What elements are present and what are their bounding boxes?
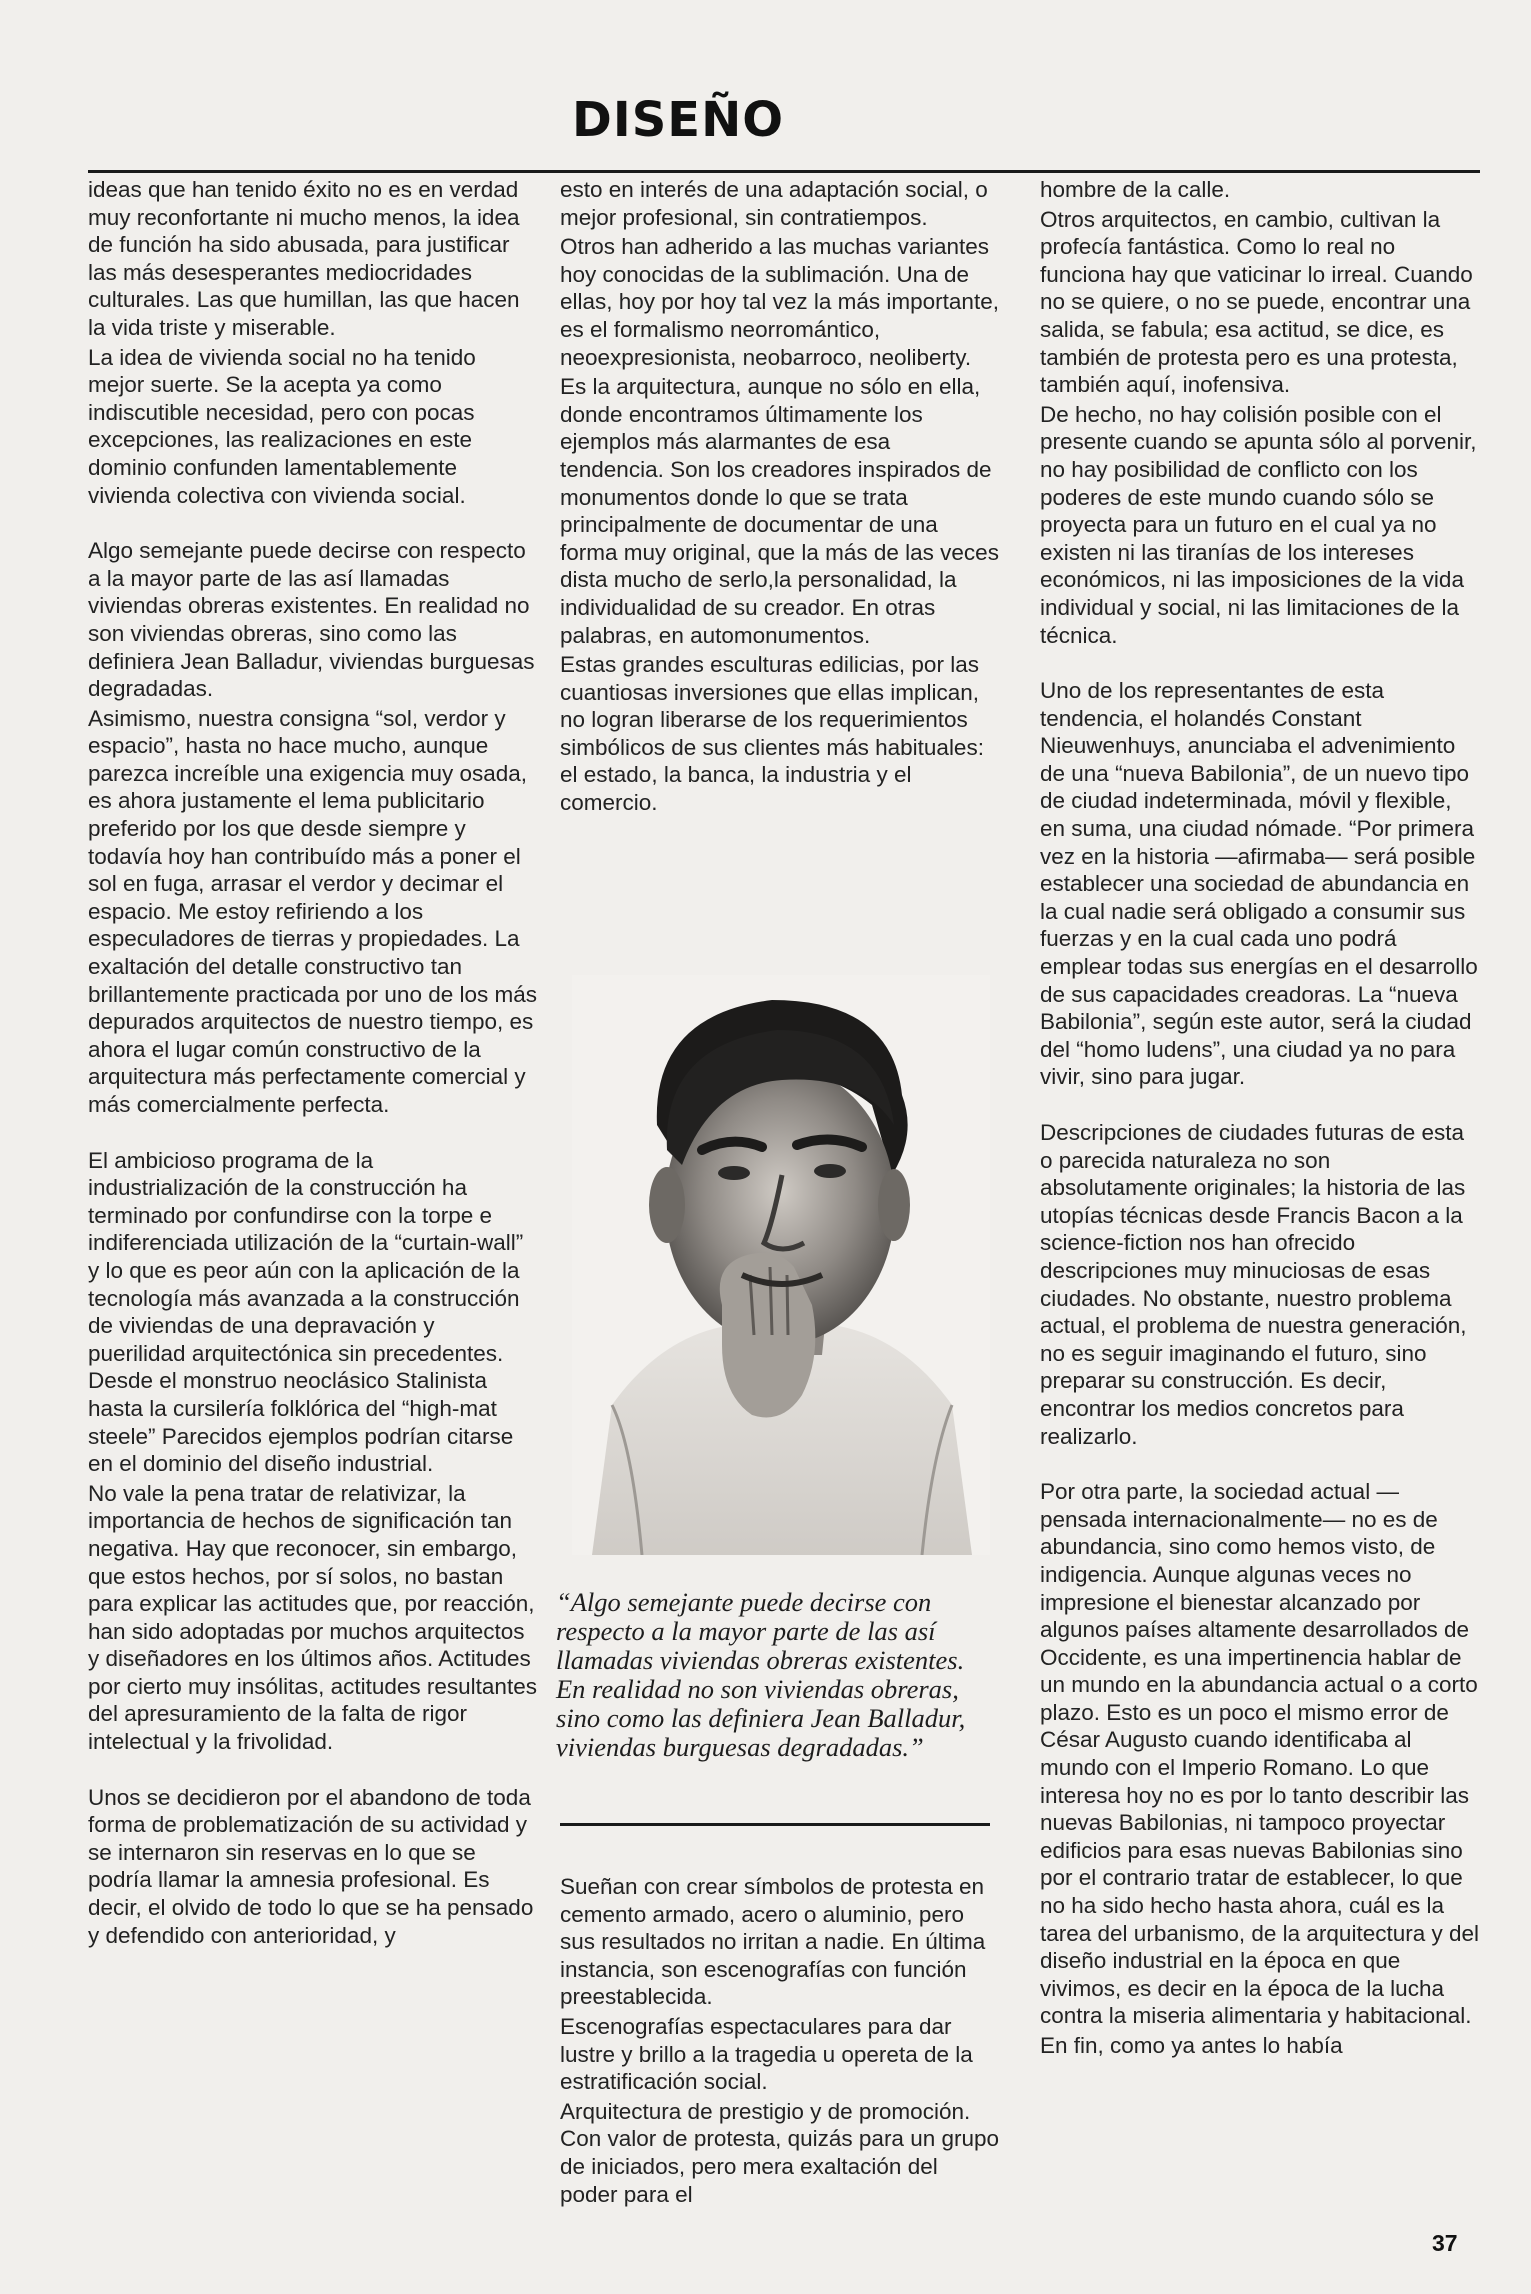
- paragraph: No vale la pena tratar de relativizar, la importancia de hechos de significación tan negativa. Hay que reconocer, sin embargo, que estos hechos, por sí solos, no bastan para explicar las actitudes que, por reacción, han sido adoptadas por muchos arquitectos y diseñadores en los últimos años. Actitudes por cierto muy insólitas, actitudes resultantes del apresuramiento de la falta de rigor intelectual y la frivolidad.: [88, 1480, 537, 1755]
- paragraph: Otros han adherido a las muchas variantes hoy conocidas de la sublimación. Una de ellas, hoy por hoy tal vez la más importante, es el formalismo neorromántico, neoexpresionista, neobarroco, neoliberty.: [560, 234, 999, 370]
- paragraph: Uno de los representantes de esta tendencia, el holandés Constant Nieuwenhuys, anunciaba el advenimiento de una “nueva Babilonia”, de un nuevo tipo de ciudad indeterminada, móvil y flexible, en suma, una ciudad nómade. “Por primera vez en la historia —afirmaba— será posible establecer una sociedad de abundancia en la cual nadie será obligado a consumir sus fuerzas y en la cual cada uno podrá emplear todas sus energías en el desarrollo de sus capacidades creadoras. La “nueva Babilonia”, según este autor, será la ciudad del “homo ludens”, una ciudad ya no para vivir, sino para jugar.: [1040, 678, 1478, 1090]
- paragraph: Por otra parte, la sociedad actual —pensada internacionalmente— no es de abundancia, sino como hemos visto, de indigencia. Aunque algunas veces no impresione el bienestar alcanzado por algunos países altamente desarrollados de Occidente, es una impertinencia hablar de un mundo en la abundancia actual o a corto plazo. Esto es un poco el mismo error de César Augusto cuando identificaba al mundo con el Imperio Romano. Lo que interesa hoy no es por lo tanto describir las nuevas Babilonias, ni tampoco proyectar edificios para esas nuevas Babilonias sino por el contrario tratar de establecer, lo que no ha sido hecho hasta ahora, cuál es la tarea del urbanismo, de la arquitectura y del diseño industrial en la época en que vivimos, es decir en la época de la lucha contra la miseria alimentaria y habitacional.: [1040, 1479, 1480, 2029]
- paragraph: Estas grandes esculturas edilicias, por las cuantiosas inversiones que ellas implican, no logran liberarse de los requerimientos simbólicos de sus clientes más habituales: el estado, la banca, la industria y el comercio.: [560, 652, 984, 816]
- paragraph: Sueñan con crear símbolos de protesta en cemento armado, acero o aluminio, pero sus resultados no irritan a nadie. En última instancia, son escenografías con función preestablecida.: [560, 1874, 986, 2010]
- paragraph: ideas que han tenido éxito no es en verdad muy reconfortante ni mucho menos, la idea de función ha sido abusada, para justificar las más desesperantes mediocridades culturales. Las que humillan, las que hacen la vida triste y miserable.: [88, 177, 520, 340]
- paragraph: hombre de la calle.: [1040, 177, 1231, 202]
- paragraph: Es la arquitectura, aunque no sólo en ella, donde encontramos últimamente los ejemplos más alarmantes de esa tendencia. Son los creadores inspirados de monumentos donde lo que se trata principalmente de documentar de una forma muy original, que la más de las veces dista mucho de serlo,la personalidad, la individualidad de su creador. En otras palabras, en automonumentos.: [560, 374, 999, 648]
- paragraph: Escenografías espectaculares para dar lustre y brillo a la tragedia u opereta de la estratificación social.: [560, 2013, 973, 2095]
- paragraph: Algo semejante puede decirse con respecto a la mayor parte de las así llamadas viviendas obreras existentes. En realidad no son viviendas obreras, sino como las definiera Jean Balladur, viviendas burguesas degradadas.: [88, 538, 535, 702]
- paragraph: esto en interés de una adaptación social, o mejor profesional, sin contratiempos.: [560, 177, 988, 230]
- quote-rule: [560, 1823, 990, 1826]
- pull-quote: “Algo semejante puede decirse con respecto a la mayor parte de las así llamadas viviendas obreras existentes. En realidad no son viviendas obreras, sino como las definiera Jean Balladur, viviendas burguesas degradadas.”: [556, 1587, 966, 1762]
- page-number: 37: [1432, 2230, 1458, 2256]
- column-1: [88, 176, 538, 1951]
- paragraph: De hecho, no hay colisión posible con el presente cuando se apunta sólo al porvenir, no hay posibilidad de conflicto con los poderes de este mundo cuando sólo se proyecta para un futuro en el cual ya no existen ni las tiranías de los intereses económicos, ni las imposiciones de la vida individual y social, ni las limitaciones de la técnica.: [1040, 401, 1477, 648]
- paragraph: Arquitectura de prestigio y de promoción. Con valor de protesta, quizás para un grupo de iniciados, pero mera exaltación del poder para el: [560, 2098, 1000, 2207]
- paragraph: Descripciones de ciudades futuras de esta o parecida naturaleza no son absolutamente originales; la historia de las utopías técnicas desde Francis Bacon a la science-fiction nos han ofrecido descripciones muy minuciosas de esas ciudades. No obstante, nuestro problema actual, el problema de nuestra generación, no es seguir imaginando el futuro, sino preparar su construcción. Es decir, encontrar los medios concretos para realizarlo.: [1040, 1120, 1467, 1449]
- section-title: DISEÑO: [572, 92, 785, 148]
- column-2-bottom: [560, 1873, 1000, 2210]
- header-rule: [88, 170, 1480, 173]
- paragraph: Otros arquitectos, en cambio, cultivan la profecía fantástica. Como lo real no funciona hay que vaticinar lo irreal. Cuando no se quiere, o no se puede, encontrar una salida, se fabula; esa actitud, se dice, es también de protesta pero es una protesta, también aquí, inofensiva.: [1040, 206, 1473, 398]
- paragraph: Unos se decidieron por el abandono de toda forma de problematización de su actividad y se internaron sin reservas en lo que se podría llamar la amnesia profesional. Es decir, el olvido de todo lo que se ha pensado y defendido con anterioridad, y: [88, 1784, 534, 1948]
- paragraph: En fin, como ya antes lo había: [1040, 2033, 1343, 2058]
- paragraph: El ambicioso programa de la industrialización de la construcción ha terminado por confundirse con la torpe e indiferenciada utilización de la “curtain-wall” y lo que es peor aún con la aplicación de la tecnología más avanzada a la construcción de viviendas de una depravación y puerilidad arquitectónica sin precedentes. Desde el monstruo neoclásico Stalinista hasta la cursilería folklórica del “high-mat steele” Parecidos ejemplos podrían citarse en el dominio del diseño industrial.: [88, 1147, 524, 1477]
- paragraph: Asimismo, nuestra consigna “sol, verdor y espacio”, hasta no hace mucho, aunque parezca increíble una exigencia muy osada, es ahora justamente el lema publicitario preferido por los que desde siempre y todavía hoy han contribuído más a poner el sol en fuga, arrasar el verdor y decimar el espacio. Me estoy refiriendo a los especuladores de tierras y propiedades. La exaltación del detalle constructivo tan brillantemente practicada por uno de los más depurados arquitectos de nuestro tiempo, es ahora el lugar común constructivo de la arquitectura más perfectamente comercial y más comercialmente perfecta.: [88, 705, 538, 1117]
- column-2-top: [560, 176, 1000, 819]
- portrait-image: [572, 975, 990, 1555]
- portrait-photo: [572, 975, 990, 1555]
- column-3: [1040, 176, 1480, 2062]
- paragraph: La idea de vivienda social no ha tenido mejor suerte. Se la acepta ya como indiscutible necesidad, pero con pocas excepciones, las realizaciones en este dominio confunden lamentablemente vivienda colectiva con vivienda social.: [88, 344, 476, 508]
